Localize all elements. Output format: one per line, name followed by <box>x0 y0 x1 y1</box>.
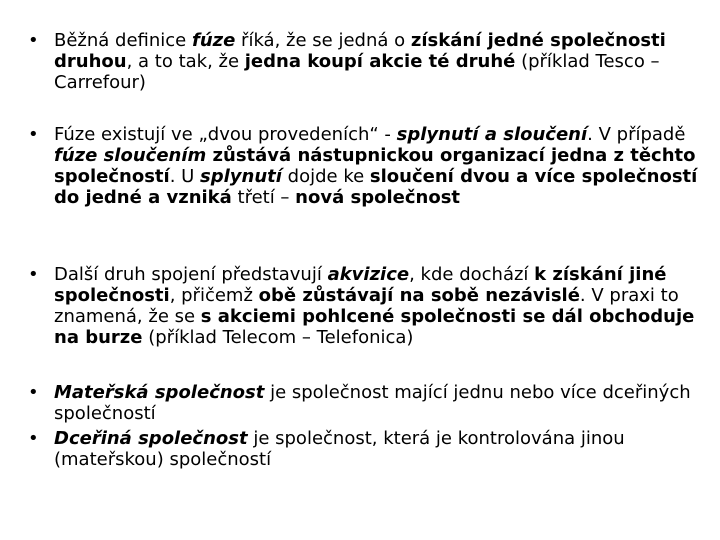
text-run: zůstává nástupnickou organizací jedna z těchto společností <box>54 145 696 187</box>
text-run: Mateřská společnost <box>54 382 265 403</box>
text-run: je společnost mající jednu nebo více dceřiných společností <box>54 382 691 424</box>
text-run: jedna koupí akcie té druhé <box>244 51 516 72</box>
bullet-text <box>54 124 697 208</box>
text-run: s akciemi pohlcené společnosti se dál obchoduje na burze <box>54 306 695 348</box>
bullet-dot-icon: • <box>28 428 39 449</box>
bullet-item-fusion-definition <box>0 30 720 93</box>
text-run: Fúze existují ve „dvou provedeních“ - <box>54 124 397 145</box>
bullet-item-acquisition <box>0 264 720 348</box>
text-run: (příklad Telecom – Telefonica) <box>142 327 414 348</box>
text-run: splynutí a sloučení <box>396 124 588 145</box>
bullet-text <box>54 382 691 424</box>
bullet-dot-icon: • <box>28 264 39 285</box>
text-run: nová společnost <box>295 187 461 208</box>
text-run: je společnost, která je kontrolována jinou (mateřskou) společností <box>54 428 625 470</box>
bullet-group-acquisition <box>0 264 720 348</box>
text-run: akvizice <box>327 264 410 285</box>
text-run: říká, že se jedná o <box>235 30 411 51</box>
text-run: Další druh spojení představují <box>54 264 328 285</box>
bullet-text <box>54 428 625 470</box>
text-run: získání jedné společnosti druhou <box>54 30 666 72</box>
text-run: třetí – <box>231 187 296 208</box>
text-run: fúze sloučením <box>54 145 207 166</box>
text-run: splynutí <box>200 166 282 187</box>
text-run: Běžná definice <box>54 30 192 51</box>
bullet-dot-icon: • <box>28 124 39 145</box>
bullet-item-parent-company <box>0 382 720 424</box>
bullet-item-subsidiary-company <box>0 428 720 470</box>
text-run: obě zůstávají na sobě nezávislé <box>258 285 580 306</box>
bullet-group-fusion-definition <box>0 30 720 93</box>
text-run: . V praxi to znamená, že se <box>54 285 679 327</box>
text-run: . U <box>169 166 201 187</box>
bullet-dot-icon: • <box>28 30 39 51</box>
text-run: , a to tak, že <box>126 51 245 72</box>
text-run: Dceřiná společnost <box>54 428 248 449</box>
text-run: , kde dochází <box>409 264 535 285</box>
bullet-group-fusion-types <box>0 124 720 208</box>
bullet-item-fusion-types <box>0 124 720 208</box>
bullet-text <box>54 264 694 348</box>
text-run: . V případě <box>587 124 686 145</box>
text-run: k získání jiné společnosti <box>54 264 667 306</box>
text-run: dojde ke <box>281 166 370 187</box>
text-run: fúze <box>191 30 236 51</box>
bullet-group-parent-subsidiary <box>0 382 720 470</box>
text-run: sloučení dvou a více společností do jedné a vzniká <box>54 166 698 208</box>
bullet-dot-icon: • <box>28 382 39 403</box>
bullet-text <box>54 30 666 93</box>
text-run: , přičemž <box>169 285 259 306</box>
text-run: (příklad Tesco – Carrefour) <box>54 51 660 93</box>
